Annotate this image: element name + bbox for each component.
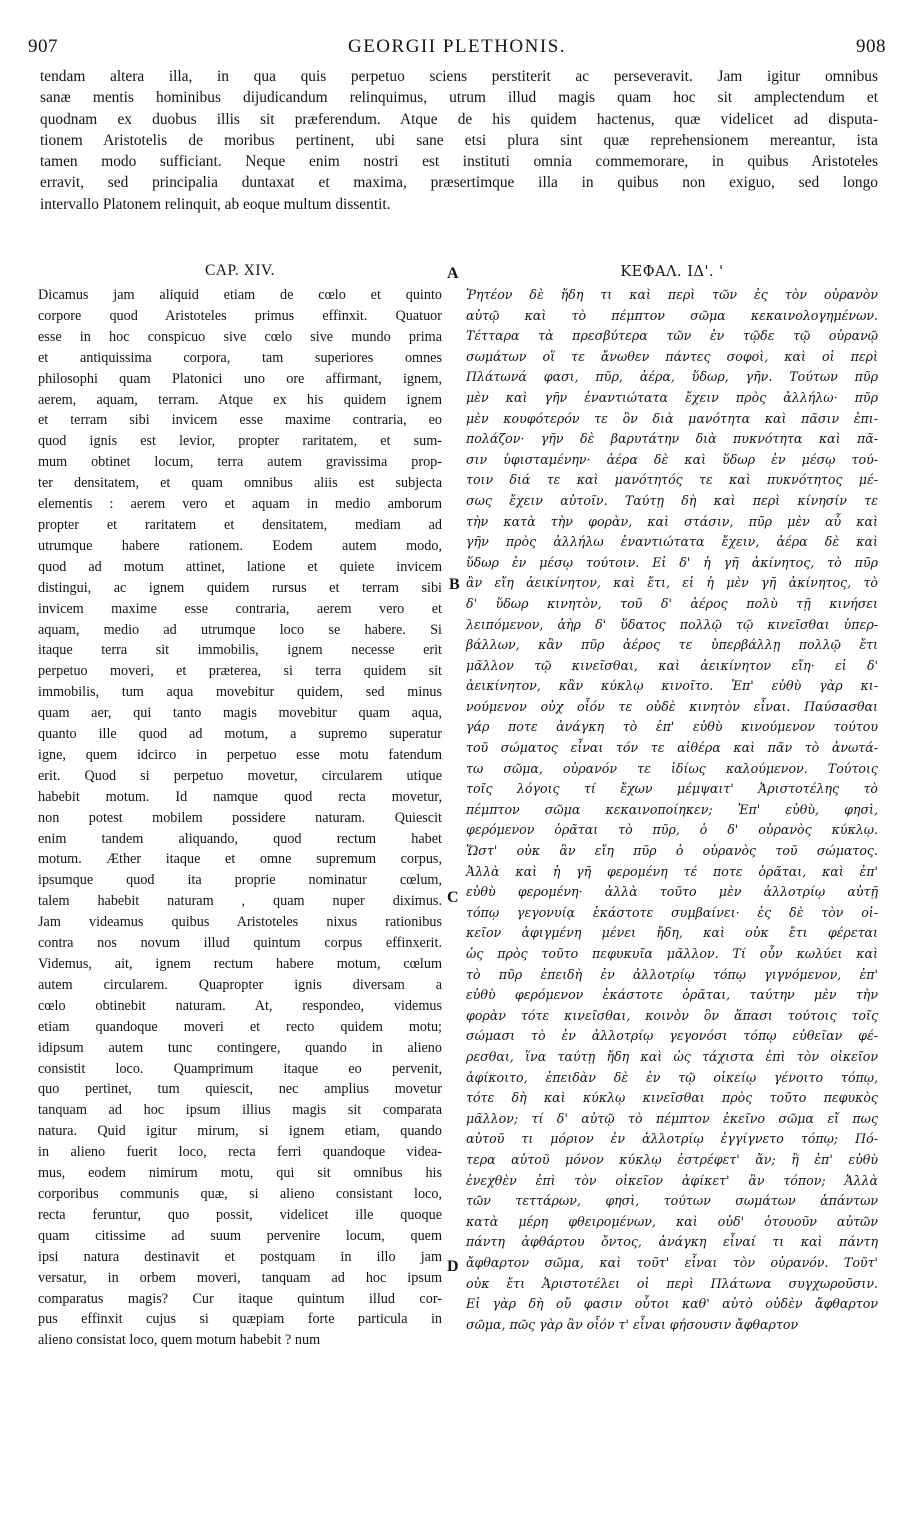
latin-text-line: quanto ille quod ad motum, a supremo superatur [38, 726, 442, 743]
paragraph-line: tamen modo sufficiant. Neque enim nostri est instituti omnia commemorare, in quibus Aristoteles [40, 153, 878, 171]
greek-text-line: Εἰ γὰρ δὴ οὔ φασιν οὗτοι καθ' αὑτὸ οὐδὲν ἄφθαρτον [466, 1296, 878, 1312]
greek-text-line: εὐθὺ φερομένη· ἀλλὰ τοῦτο μὲν ἀλλοτρίῳ αὐτῇ [466, 884, 878, 900]
greek-column [466, 285, 878, 1335]
latin-text-line: et terram sibi invicem esse maxime contraria, eo [38, 412, 442, 429]
greek-text-line: ἐνεχθὲν ἐπὶ τὸν οἰκεῖον ἀφίκετ' ἂν τόπον; Ἀλλὰ [466, 1172, 878, 1188]
margin-marker-c: C [447, 889, 459, 906]
latin-text-line: comparatus magis? Cur itaque quintum illud cor- [38, 1290, 442, 1307]
latin-text-line: Dicamus jam aliquid etiam de cœlo et quinto [38, 287, 442, 303]
latin-text-line: utrumque habere rationem. Eodem autem modo, [38, 537, 442, 554]
latin-text-line: in alieno fuerit loco, recta ferri quandoque videa- [38, 1144, 442, 1161]
greek-text-line: τὸ πῦρ ἐπειδὴ ἐν ἀλλοτρίῳ τόπῳ γιγνόμενον, ἐπ' [466, 966, 878, 982]
paragraph-line: tionem Aristotelis de moribus pertinent, ubi sane etsi plura sint quæ reprehensionem mereantur, ista [40, 131, 878, 149]
greek-text-line: Τέτταρα τὰ πρεσβύτερα τῶν ἐν τῷδε τῷ οὐρανῷ [466, 328, 878, 344]
latin-text-line: non potest mobilem possidere naturam. Quiescit [38, 809, 442, 826]
greek-chapter-heading: ΚΕΦΑΛ. ΙΔ'. ' [620, 264, 724, 280]
latin-text-line: et antiquissima corpora, tam superiores omnes [38, 349, 442, 366]
continuation-paragraph [40, 66, 878, 215]
latin-column [38, 285, 442, 1351]
latin-text-line: versatur, in orbem moveri, tanquam ad hoc ipsum [38, 1269, 442, 1286]
latin-text-line: itaque terra sit immobilis, ignem necesse erit [38, 642, 442, 659]
latin-text-line: motum. Æther itaque et omne supremum corpus, [38, 851, 442, 868]
greek-text-line: λειπόμενον, ἀὴρ δ' ὕδατος πολλῷ τῷ κινεῖσθαι ὑπερ- [466, 616, 878, 632]
latin-text-line: tanquam ad hoc ipsum illius magis sit comparata [38, 1102, 442, 1119]
greek-text-line: ἀεικίνητον, κἂν κύκλῳ κινοῖτο. Ἐπ' εὐθὺ γὰρ κι- [466, 678, 878, 694]
latin-text-line: mus, eodem nimirum motu, qui sit omnibus his [38, 1165, 442, 1182]
greek-text-line: σιν ὑφισταμένην· ἀέρα δὲ καὶ ὕδωρ ἐν μέσῳ τού- [466, 451, 878, 467]
greek-text-line: τοῖς λόγοις τί ἔχων μέμψαιτ' Ἀριστοτέλης τὸ [466, 781, 878, 797]
greek-text-line: αὐτοῦ τι μόριον ἐν ἀλλοτρίῳ ἐγγίγνετο τόπῳ; Πό- [466, 1131, 878, 1147]
greek-text-line: δ' ὕδωρ κινητὸν, τοῦ δ' ἀέρος πολὺ τῇ κινήσει [466, 595, 878, 611]
greek-text-line: τω σῶμα, οὐρανόν τε ἰδίως καλούμενον. Τούτοις [466, 760, 878, 776]
latin-text-line: consistit loco. Quamprimum itaque eo pervenit, [38, 1060, 442, 1077]
latin-text-line: pus effinxit cujus si quæpiam forte particula in [38, 1311, 442, 1328]
margin-marker-b: B [449, 576, 460, 593]
greek-text-line: εὐθὺ φερόμενον ἑκάστοτε ὁρᾶται, ταύτην μὲν τὴν [466, 987, 878, 1003]
latin-chapter-heading: CAP. XIV. [204, 262, 276, 279]
greek-text-line: πέμπτον σῶμα κεκαινοποίηκεν; Ἐπ' εὐθὺ, φησὶ, [466, 801, 878, 817]
greek-text-line: νούμενον οὐχ οἷόν τε οὐδὲ κινητὸν εἶναι. Παύσασθαι [466, 698, 878, 714]
page-number-left: 907 [28, 36, 58, 57]
latin-text-line: quod ignis est levior, propter raritatem, et sum- [38, 433, 442, 450]
greek-text-line: τερα αὐτοῦ μόνον κύκλῳ ἐστρέφετ' ἄν; ἢ ἐπ' εὐθὺ [466, 1151, 878, 1167]
greek-text-line: ἀφίκοιτο, ἐπειδὰν δὲ ἐν τῷ οἰκείῳ γένοιτο τόπῳ, [466, 1069, 878, 1085]
latin-text-line: erit. Quod si perpetuo movetur, circularem utique [38, 767, 442, 784]
greek-text-line: πολάζον· γῆν δὲ βαρυτάτην διὰ πυκνότητα καὶ πᾶ- [466, 431, 878, 447]
latin-text-line: aerem, aquam, terram. Atque ex his quidem ignem [38, 391, 442, 408]
greek-text-line: Πλάτωνά φασι, πῦρ, ἀέρα, ὕδωρ, γῆν. Τούτων πῦρ [466, 369, 878, 385]
greek-text-line: τῶν τεττάρων, φησὶ, τούτων σωμάτων ἁπάντων [466, 1193, 878, 1209]
latin-text-line: cœlo obtinebit naturam. At, respondeo, videmus [38, 997, 442, 1014]
latin-text-line: enim tandem aliquando, quod rectum habet [38, 830, 442, 847]
latin-text-line: alieno consistat loco, quem motum habebit ? num [38, 1332, 321, 1349]
latin-text-line: Jam videamus quibus Aristoteles nixus rationibus [38, 914, 442, 931]
latin-text-line: idipsum autem tunc contingere, quando in alieno [38, 1039, 442, 1056]
greek-text-line: γῆν πρὸς ἀλλήλω ἐναντιώτατα ἔχειν, ἀέρα δὲ καὶ [466, 534, 878, 550]
latin-text-line: habebit motum. Id namque quod recta movetur, [38, 788, 442, 805]
greek-text-line: σῶμα, πῶς γὰρ ἂν οἷόν τ' εἶναι φήσουσιν ἄφθαρτον [466, 1316, 799, 1332]
latin-text-line: perpetuo moveri, et præterea, si terra quidem sit [38, 663, 442, 680]
latin-text-line: quam citissime ad suum pervenire locum, quem [38, 1227, 442, 1244]
greek-text-line: αὐτῷ καὶ τὸ πέμπτον σῶμα κεκαινολογημένων. [466, 307, 878, 323]
greek-text-line: σως ἔχειν αὐτοῖν. Ταύτῃ δὴ καὶ περὶ κίνησίν τε [466, 492, 878, 508]
paragraph-line: erravit, sed principalia duntaxat et maxima, præsertimque illa in quibus non exiguo, sed longo [40, 174, 878, 192]
paragraph-line: tendam altera illa, in qua quis perpetuo sciens perstiterit ac perseveravit. Jam igitur omnibus [40, 68, 878, 85]
greek-text-line: κεῖον ἀφιγμένη μένει ἤδη, καὶ οὐκ ἔτι φέρεται [466, 925, 878, 941]
latin-text-line: mum obtinet locum, terra autem gravissima prop- [38, 454, 442, 471]
running-header [28, 36, 886, 60]
latin-text-line: philosophi quam Platonici uno ore affirmant, ignem, [38, 370, 442, 387]
paragraph-line: quodnam ex duobus illis sit præferendum. Atque de his quidem hactenus, quæ videlicet ad disputa- [40, 110, 878, 128]
greek-text-line: ὕδωρ ἐν μέσῳ τούτοιν. Εἰ δ' ἡ γῆ ἀκίνητος, τὸ πῦρ [466, 554, 878, 570]
latin-text-line: Videmus, ait, ignem rectum habere motum, cœlum [38, 956, 442, 972]
greek-text-line: ἂν εἴη ἀεικίνητον, καὶ ἔτι, εἰ ἡ μὲν γῆ ἀκίνητος, τὸ [466, 575, 878, 591]
latin-text-line: talem habebit naturam , quam nuper diximus. [38, 893, 442, 910]
latin-text-line: distingui, ac ignem quidem rursus et terram sibi [38, 579, 442, 596]
greek-text-line: μᾶλλον τῷ κινεῖσθαι, καὶ ἀεικίνητον εἴη· εἰ δ' [466, 657, 878, 673]
greek-text-line: πάντη ἀφθάρτου ὄντος, ἀνάγκη εἶναί τι καὶ πάντη [466, 1234, 878, 1250]
page-number-right: 908 [856, 36, 886, 57]
latin-text-line: quod ad motum attinet, latione et quiete invicem [38, 558, 442, 575]
latin-text-line: propter et raritatem et densitatem, mediam ad [38, 516, 442, 533]
greek-text-line: μᾶλλον; τί δ' αὐτῷ τὸ πέμπτον ἐκεῖνο σῶμα εἴ πως [466, 1110, 878, 1126]
latin-text-line: natura. Quid igitur mirum, si ignem etiam, quando [38, 1123, 442, 1140]
greek-text-line: τὴν κατὰ τὴν φορὰν, καὶ στάσιν, πῦρ μὲν αὖ καὶ [466, 513, 878, 529]
latin-text-line: corpore quod Aristoteles primus effinxit. Quatuor [38, 307, 442, 324]
greek-text-line: τοῦ σώματος εἶναι τόν τε αἰθέρα καὶ πᾶν τὸ ἀνωτά- [466, 740, 878, 756]
latin-text-line: autem circularem. Quapropter ignis diversam a [38, 976, 442, 993]
latin-text-line: igne, quem idcirco in perpetuo esse motu fatendum [38, 746, 442, 763]
greek-text-line: γάρ ποτε ἀνάγκη τὸ ἐπ' εὐθὺ κινούμενον τούτου [466, 719, 878, 735]
greek-text-line: τοιν διά τε καὶ μανότητός τε καὶ πυκνότητος μέ- [466, 472, 878, 488]
greek-text-line: ὡς πρὸς τοῦτο πεφυκυῖα μᾶλλον. Τί οὖν κωλύει καὶ [466, 946, 878, 961]
greek-text-line: τόπῳ γεγονυίᾳ ἑκάστοτε συμβαίνει· ἐς δὲ τὸν οἰ- [466, 904, 878, 920]
latin-text-line: immobilis, tum aqua movebitur quidem, sed minus [38, 684, 442, 701]
latin-text-line: ipsumque quod ita proprie nominatur cœlum, [38, 872, 442, 889]
greek-text-line: βάλλων, κἂν πῦρ ἀέρος τε ὑπερβάλλῃ πολλῷ ἔτι [466, 637, 878, 653]
greek-text-line: ἄφθαρτον σῶμα, καὶ τοῦτ' εἶναι τὸν οὐρανόν. Τοῦτ' [466, 1254, 878, 1270]
paragraph-line: sanæ mentis hominibus dijudicandum relinquimus, utrum illud magis quam hoc sit amplectendum et [40, 89, 878, 107]
greek-text-line: οὐκ ἔτι Ἀριστοτέλει οἱ περὶ Πλάτωνα συγχωροῦσιν. [466, 1275, 878, 1291]
latin-text-line: corporibus communis quæ, si alieno consistant loco, [38, 1185, 442, 1202]
greek-text-line: σωμάτων οἵ τε ἄνωθεν πάντες σοφοὶ, καὶ οἱ περὶ [466, 348, 878, 364]
latin-text-line: elementis : aerem vero et aquam in medio amborum [38, 496, 442, 513]
latin-text-line: contra nos novum illud quintum corpus effinxerit. [38, 935, 442, 952]
latin-text-line: aquam, medio ad utrumque loco se habere. Si [38, 621, 442, 638]
latin-text-line: invicem maxime esse contraria, aerem vero et [38, 600, 442, 617]
latin-text-line: ipsi natura destinavit et postquam in illo jam [38, 1248, 442, 1265]
greek-text-line: Ὥστ' οὐκ ἂν εἴη πῦρ ὁ οὐρανὸς τοῦ σώματος. [466, 843, 878, 859]
greek-text-line: φερόμενον ὁρᾶται τὸ πῦρ, ὁ δ' οὐρανὸς κύκλῳ. [466, 822, 878, 838]
paragraph-line: intervallo Platonem relinquit, ab eoque multum dissentit. [40, 195, 391, 213]
latin-text-line: quam aer, qui tanto magis movebitur quam aqua, [38, 705, 442, 722]
latin-text-line: quo pertinet, tum quiescit, nec amplius movetur [38, 1081, 442, 1098]
margin-marker-a: A [447, 265, 459, 282]
latin-text-line: etiam quandoque moveri et recto quidem motu; [38, 1018, 442, 1035]
latin-text-line: ter densitatem, et quam omnibus aliis est subjecta [38, 475, 442, 492]
greek-text-line: σώμασι τὸ ἐν ἀλλοτρίῳ γεγονόσι τόπῳ εὐθεῖαν φέ- [466, 1028, 878, 1044]
greek-text-line: μὲν κουφότερόν τε ὂν διὰ μανότητα καὶ πᾶσιν ἐπι- [466, 410, 878, 426]
greek-text-line: Ῥητέον δὲ ἤδη τι καὶ περὶ τῶν ἐς τὸν οὐρανὸν [466, 287, 878, 302]
greek-text-line: τότε δὴ καὶ κύκλῳ κινεῖσθαι πρὸς τοῦτο πεφυκὸς [466, 1090, 878, 1106]
greek-text-line: Ἀλλὰ καὶ ἡ γῆ φερομένη τέ ποτε ὁρᾶται, καὶ ἐπ' [466, 863, 878, 879]
latin-text-line: recta feruntur, quo possit, videlicet ille quoque [38, 1206, 442, 1223]
greek-text-line: ρεσθαι, ἵνα ταύτῃ ἤδη καὶ ὡς τάχιστα ἐπὶ τὸν οἰκεῖον [466, 1048, 878, 1064]
running-title: GEORGII PLETHONIS. [347, 36, 567, 57]
greek-text-line: φορὰν τότε κινεῖσθαι, κοινὸν ὂν ἅπασι τούτοις τοῖς [466, 1007, 878, 1023]
latin-text-line: esse in hoc conspicuo sive cœlo sive mundo prima [38, 328, 442, 345]
greek-text-line: κατὰ μέρη φθειρομένων, καὶ οὐδ' ὁτουοῦν αὐτῶν [466, 1213, 878, 1229]
margin-marker-d: D [447, 1258, 459, 1275]
greek-text-line: μὲν καὶ γῆν ἐναντιώτατα ἔχειν πρὸς ἀλλήλω· πῦρ [466, 389, 878, 405]
